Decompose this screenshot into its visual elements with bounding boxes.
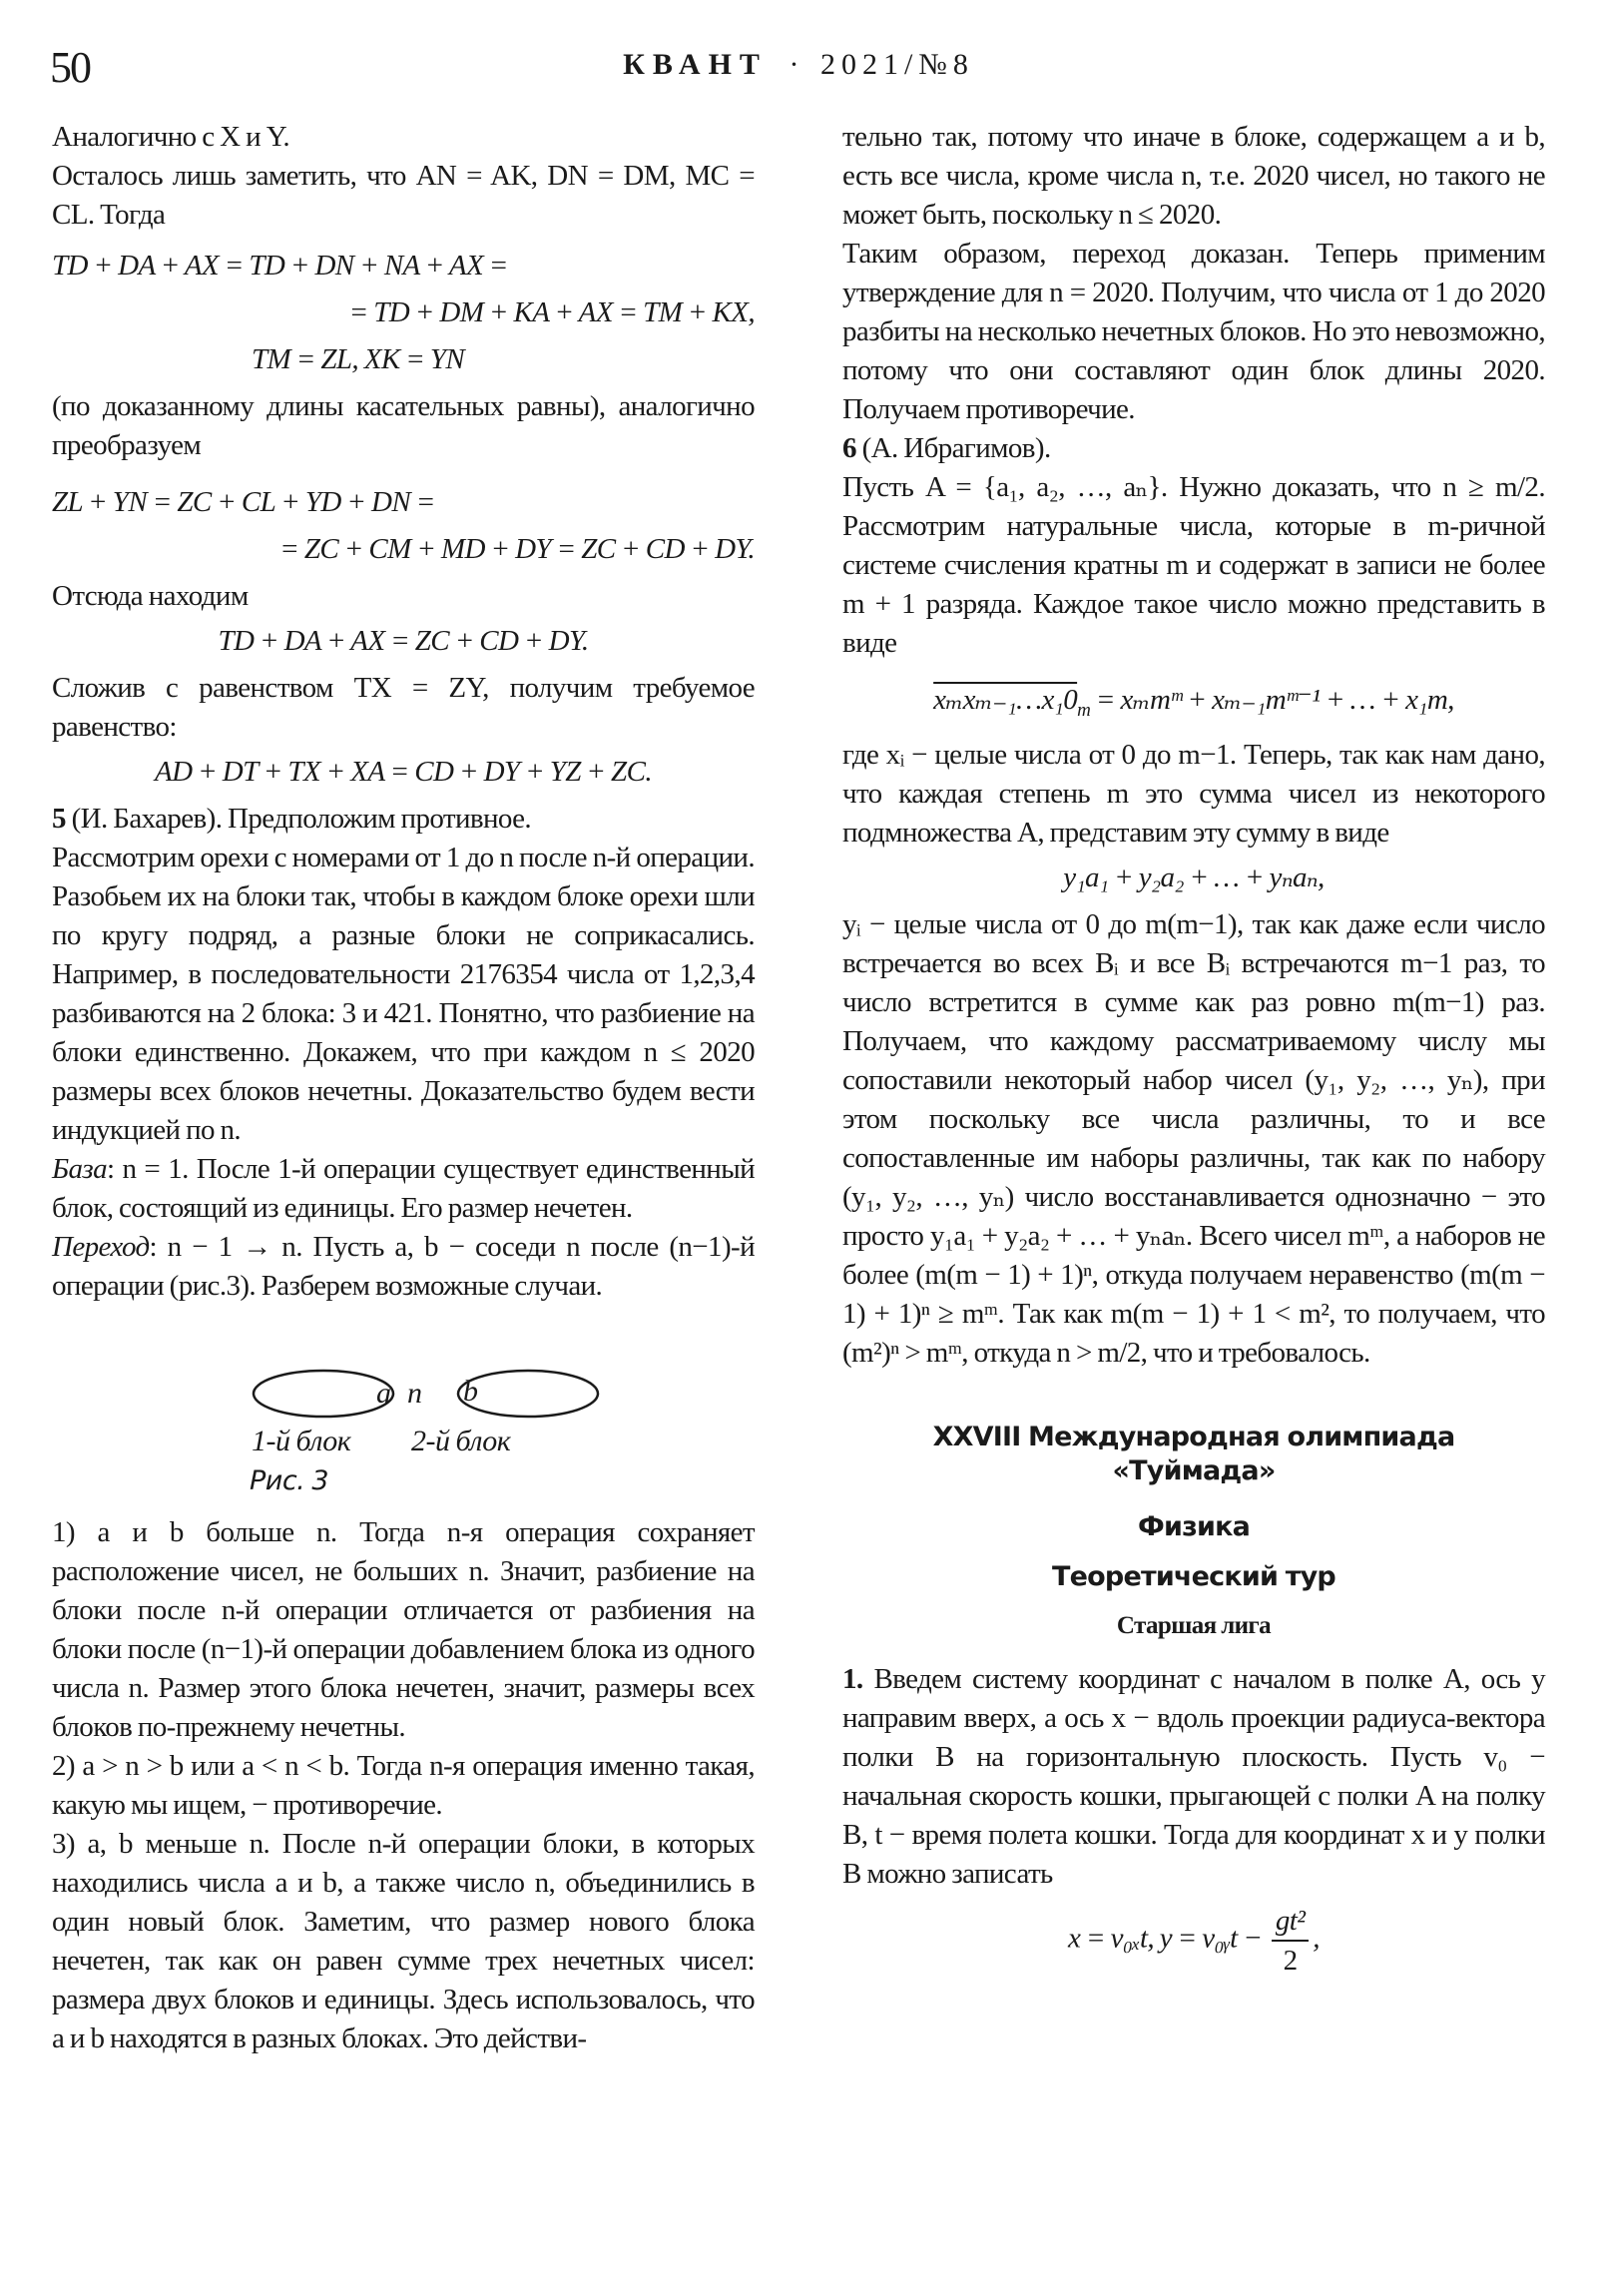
section-title <box>842 1421 1545 1488</box>
label-b: b <box>463 1375 478 1408</box>
label-a: a <box>376 1377 391 1410</box>
left-column <box>52 118 755 2058</box>
induction-base <box>52 1150 755 1228</box>
equation-kinematics <box>842 1902 1545 1980</box>
problem-number: 5 <box>52 803 66 835</box>
issue-number: 2021/№8 <box>819 48 974 81</box>
equation: TD + DA + AX = ZC + CD + DY. <box>218 625 589 657</box>
equation-rhs: = xₘmᵐ + xₘ₋₁mᵐ⁻¹ + … + x₁m, <box>1095 684 1454 716</box>
paragraph: тельно так, потому что иначе в блоке, содержащем a и b, есть все числа, кроме числа n, т.е. 2020 чисел, но такого не может быть, поскольку n ≤ 2020. <box>842 121 1545 231</box>
equation: y₁a₁ + y₂a₂ + … + yₙaₙ, <box>1063 861 1325 893</box>
paragraph: (по доказанному длины касательных равны), аналогично преобразуем <box>52 390 755 461</box>
page-number: 50 <box>50 43 90 92</box>
physics-problem-1 <box>842 1660 1545 1894</box>
magazine-title: КВАНТ <box>623 48 768 81</box>
figure-caption: Рис. 3 <box>250 1465 329 1496</box>
step-text: : n − 1 → n. Пусть a, b − соседи n после (n−1)-й операции (рис.3). Разберем возможные случаи. <box>52 1231 755 1302</box>
section-title-line-1: XXVIII Международная олимпиада <box>932 1422 1455 1452</box>
case-3: 3) a, b меньше n. После n-й операции блоки, в которых находились числа a и b, а также число n, объединились в один новый блок. Заметим, что размер нового блока нечетен, так как он равен сумме трех нечетных чисел: размера двух блоков и единицы. Здесь использовалось, что a и b находятся в разных блоках. Это действи- <box>52 1828 755 2054</box>
equation: TD + DA + AX = TD + DN + NA + AX = <box>52 250 508 282</box>
equation: ZL + YN = ZC + CL + YD + DN = <box>52 486 435 518</box>
step-label: Переход <box>52 1231 150 1263</box>
right-column <box>842 118 1545 1988</box>
paragraph: Отсюда находим <box>52 580 249 612</box>
fraction <box>1272 1902 1309 1980</box>
induction-step <box>52 1228 755 1306</box>
paragraph: yᵢ − целые числа от 0 до m(m−1), так как даже если число встречается во всех Bᵢ и все Bᵢ встречаются m−1 раз, то число встретится в сумме как раз ровно m(m−1) раз. Получаем, что каждому рассматриваемому числу мы сопоставили некоторый набор чисел (y₁, y₂, …, yₙ), при этом поскольку все числа различны, то и все сопоставленные им наборы различны, так как по набору (y₁, y₂, …, yₙ) число восстанавливается однозначно − это просто y₁a₁ + y₂a₂ + … + yₙaₙ. Всего чисел mᵐ, а наборов не более (m(m − 1) + 1)ⁿ, откуда получаем неравенство (m(m − 1) + 1)ⁿ ≥ mᵐ. Так как m(m − 1) + 1 < m², то получаем, что (m²)ⁿ > mᵐ, откуда n > m/2, что и требовалось. <box>842 908 1545 1369</box>
problem-author: (А. Ибрагимов). <box>861 432 1051 464</box>
blocks-diagram <box>52 1332 755 1491</box>
equation-left: x = v₀ₓt, y = v₀ᵧt − <box>1068 1922 1263 1955</box>
problem-number: 6 <box>842 432 856 464</box>
base-subscript: m <box>1077 699 1091 721</box>
equation: TM = ZL, XK = YN <box>252 343 465 375</box>
league-heading: Старшая лига <box>1116 1612 1272 1639</box>
case-2: 2) a > n > b или a < n < b. Тогда n-я операция именно такая, какую мы ищем, − противоречие. <box>52 1750 755 1821</box>
base-label: База <box>52 1153 108 1185</box>
block-1-label: 1-й блок <box>252 1425 351 1457</box>
section-title-line-2: «Туймада» <box>1112 1455 1276 1486</box>
header-separator: · <box>789 48 799 81</box>
fraction-numerator: gt² <box>1272 1902 1309 1942</box>
block-2-ellipse <box>458 1371 598 1417</box>
paragraph: где xᵢ − целые числа от 0 до m−1. Теперь, так как нам дано, что каждая степень m это сумма чисел из некоторого подмножества A, представим эту сумму в виде <box>842 739 1545 849</box>
label-n: n <box>407 1377 422 1410</box>
equation-digits <box>842 681 1545 720</box>
paragraph: Аналогично с X и Y. <box>52 121 289 153</box>
base-text: : n = 1. После 1-й операции существует единственный блок, состоящий из единицы. Его размер нечетен. <box>52 1153 755 1224</box>
overlined-number: xₘxₘ₋₁…x₁0 <box>933 684 1078 716</box>
equation: = TD + DM + KA + AX = TM + KX, <box>348 296 755 328</box>
fraction-denominator: 2 <box>1283 1945 1298 1977</box>
paragraph: Рассмотрим орехи с номерами от 1 до n после n-й операции. Разобьем их на блоки так, чтобы в каждом блоке орехи шли по кругу подряд, а разные блоки не соприкасались. Например, в последовательности 2176354 числа от 1,2,3,4 разбиваются на 2 блока: 3 и 421. Понятно, что разбиение на блоки единственно. Докажем, что при каждом n ≤ 2020 размеры всех блоков нечетны. Доказательство будем вести индукцией по n. <box>52 842 755 1146</box>
paragraph: Пусть A = {a₁, a₂, …, aₙ}. Нужно доказать, что n ≥ m/2. Рассмотрим натуральные числа, которые в m-ричной системе счисления кратны m и содержат в записи не более m + 1 разряда. Каждое такое число можно представить в виде <box>842 471 1545 659</box>
equation-tail: , <box>1313 1922 1320 1955</box>
case-1: 1) a и b больше n. Тогда n-я операция сохраняет расположение чисел, не больших n. Значит, разбиение на блоки после n-й операции отличается от разбиения на блоки после (n−1)-й операции добавлением блока из одного числа n. Размер этого блока нечетен, значит, размеры всех блоков по-прежнему нечетны. <box>52 1516 755 1743</box>
block-2-label: 2-й блок <box>411 1425 511 1457</box>
equation: AD + DT + TX + XA = CD + DY + YZ + ZC. <box>155 756 652 788</box>
paragraph: Таким образом, переход доказан. Теперь применим утверждение для n = 2020. Получим, что числа от 1 до 2020 разбиты на несколько нечетных блоков. Но это невозможно, потому что они составляют один блок длины 2020. Получаем противоречие. <box>842 238 1545 425</box>
paragraph: Введем систему координат с началом в полке A, ось y направим вверх, а ось x − вдоль проекции радиуса-вектора полки B на горизонтальную плоскость. Пусть v₀ − начальная скорость кошки, прыгающей с полки A на полку B, t − время полета кошки. Тогда для координат x и y полки B можно записать <box>842 1663 1545 1890</box>
problem-author: (И. Бахарев). <box>71 803 223 835</box>
paragraph: Осталось лишь заметить, что AN = AK, DN = DM, MC = CL. Тогда <box>52 160 755 231</box>
problem-6-heading <box>842 429 1545 468</box>
subject-heading: Физика <box>1137 1511 1251 1542</box>
round-heading: Теоретический тур <box>1052 1561 1335 1592</box>
problem-number: 1. <box>842 1663 863 1695</box>
block-1-ellipse <box>254 1371 393 1417</box>
problem-5-heading <box>52 800 755 839</box>
paragraph: Сложив с равенством TX = ZY, получим требуемое равенство: <box>52 672 755 743</box>
paragraph: Предположим противное. <box>228 803 532 835</box>
equation: = ZC + CM + MD + DY = ZC + CD + DY. <box>279 533 755 565</box>
running-header <box>0 48 1597 82</box>
figure-3 <box>52 1332 755 1496</box>
